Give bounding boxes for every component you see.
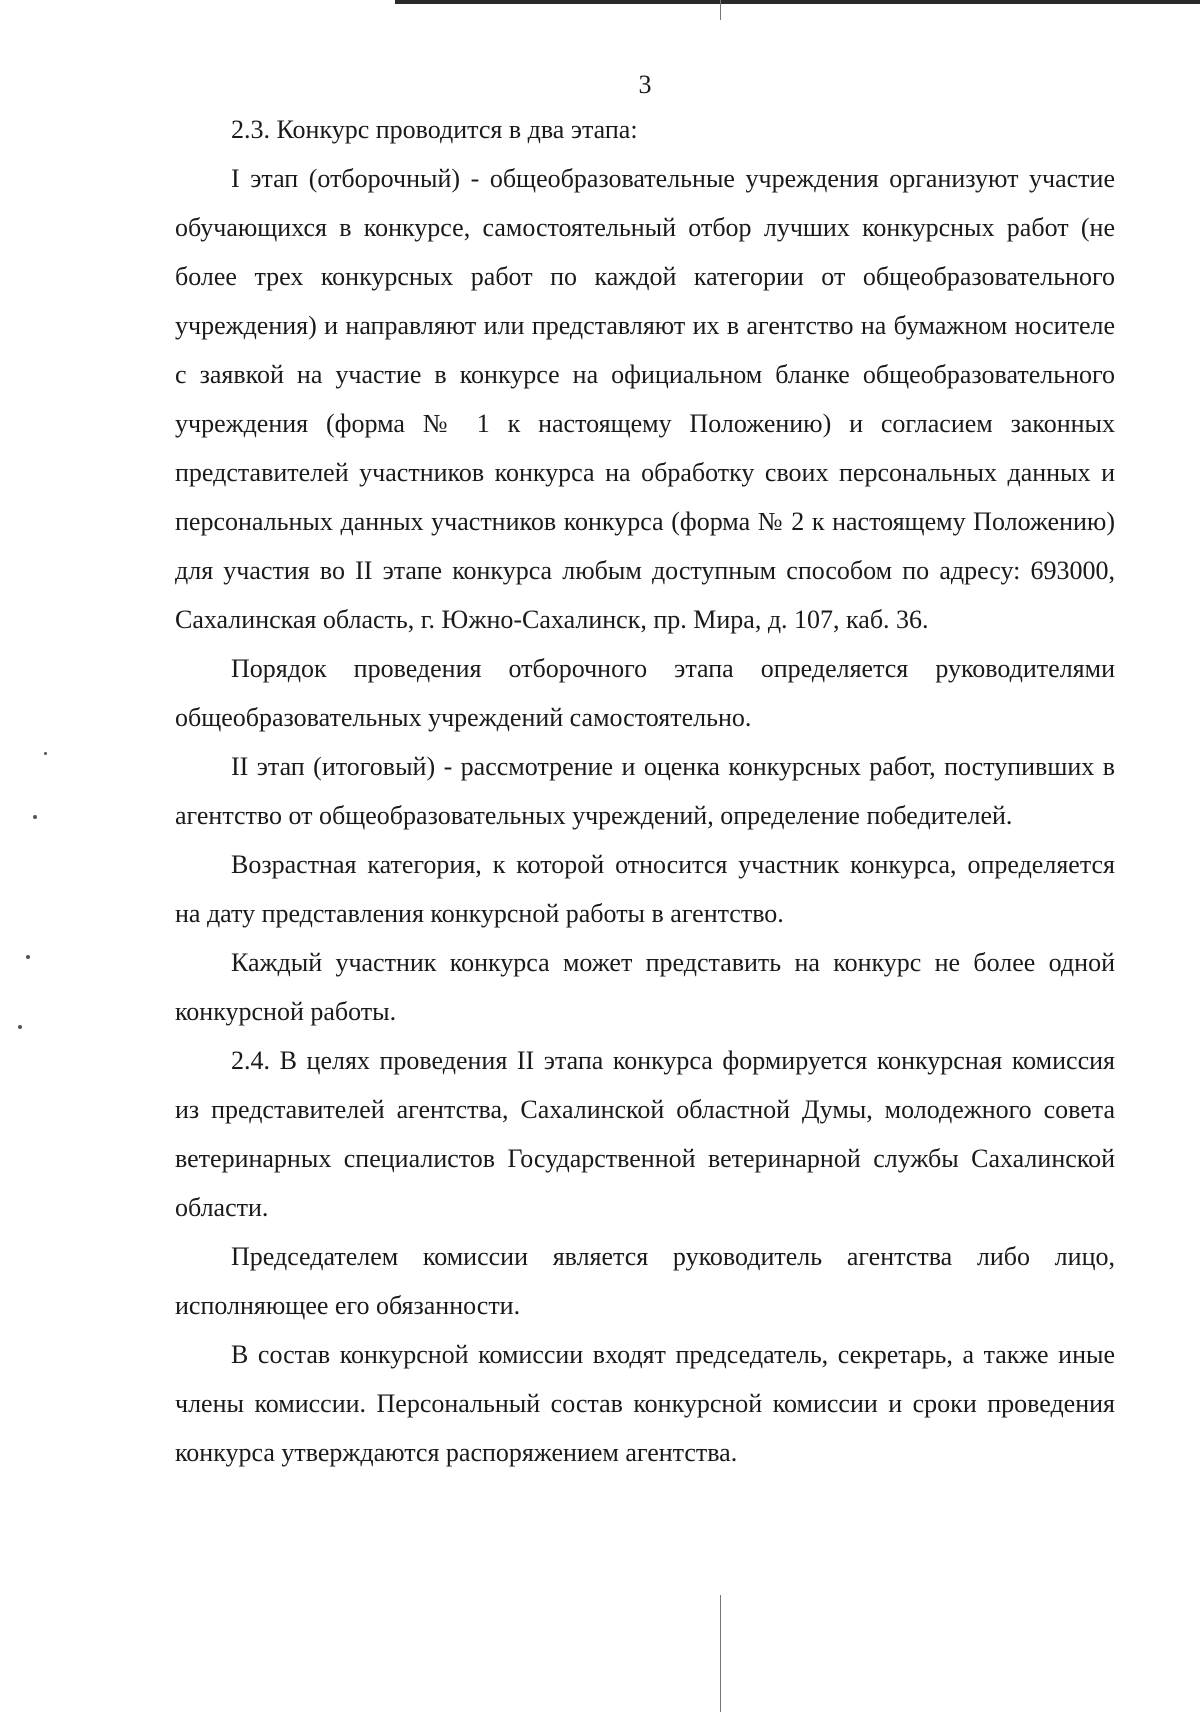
- document-body: [175, 105, 1115, 1477]
- paragraph-selection-order: Порядок проведения отборочного этапа определяется руководителями общеобразовательных учреждений самостоятельно.: [175, 654, 1115, 732]
- paragraph-2-4-commission: 2.4. В целях проведения II этапа конкурса формируется конкурсная комиссия из представителей агентства, Сахалинской областной Думы, молодежного совета ветеринарных специалистов Государственной ветеринарной службы Сахалинской области.: [175, 1046, 1115, 1222]
- scan-speck: [18, 1025, 22, 1029]
- paragraph-chairman: Председателем комиссии является руководитель агентства либо лицо, исполняющее его обязанности.: [175, 1242, 1115, 1320]
- scan-speck: [33, 815, 37, 819]
- page-number: 3: [638, 70, 652, 99]
- scan-fold-mark: [720, 0, 721, 20]
- paragraph-commission-members: В состав конкурсной комиссии входят председатель, секретарь, а также иные члены комиссии. Персональный состав конкурсной комиссии и сроки проведения конкурса утверждаются распоряжением агентства.: [175, 1340, 1115, 1467]
- paragraph-age-category: Возрастная категория, к которой относится участник конкурса, определяется на дату представления конкурсной работы в агентство.: [175, 850, 1115, 928]
- paragraph-one-work: Каждый участник конкурса может представить на конкурс не более одной конкурсной работы.: [175, 948, 1115, 1026]
- scan-speck: [44, 752, 47, 755]
- top-border-line: [395, 0, 1200, 4]
- paragraph-stage-two: II этап (итоговый) - рассмотрение и оценка конкурсных работ, поступивших в агентство от общеобразовательных учреждений, определение победителей.: [175, 752, 1115, 830]
- paragraph-2-3-intro: 2.3. Конкурс проводится в два этапа:: [231, 115, 638, 144]
- paragraph-stage-one: I этап (отборочный) - общеобразовательные учреждения организуют участие обучающихся в конкурсе, самостоятельный отбор лучших конкурсных работ (не более трех конкурсных работ по каждой категории от общеобразовательного учреждения) и направляют или представляют их в агентство на бумажном носителе с заявкой на участие в конкурсе на официальном бланке общеобразовательного учреждения (форма № 1 к настоящему Положению) и согласием законных представителей участников конкурса на обработку своих персональных данных и персональных данных участников конкурса (форма № 2 к настоящему Положению) для участия во II этапе конкурса любым доступным способом по адресу: 693000, Сахалинская область, г. Южно-Сахалинск, пр. Мира, д. 107, каб. 36.: [175, 164, 1115, 634]
- scan-speck: [26, 955, 30, 959]
- scan-fold-mark: [720, 1595, 721, 1712]
